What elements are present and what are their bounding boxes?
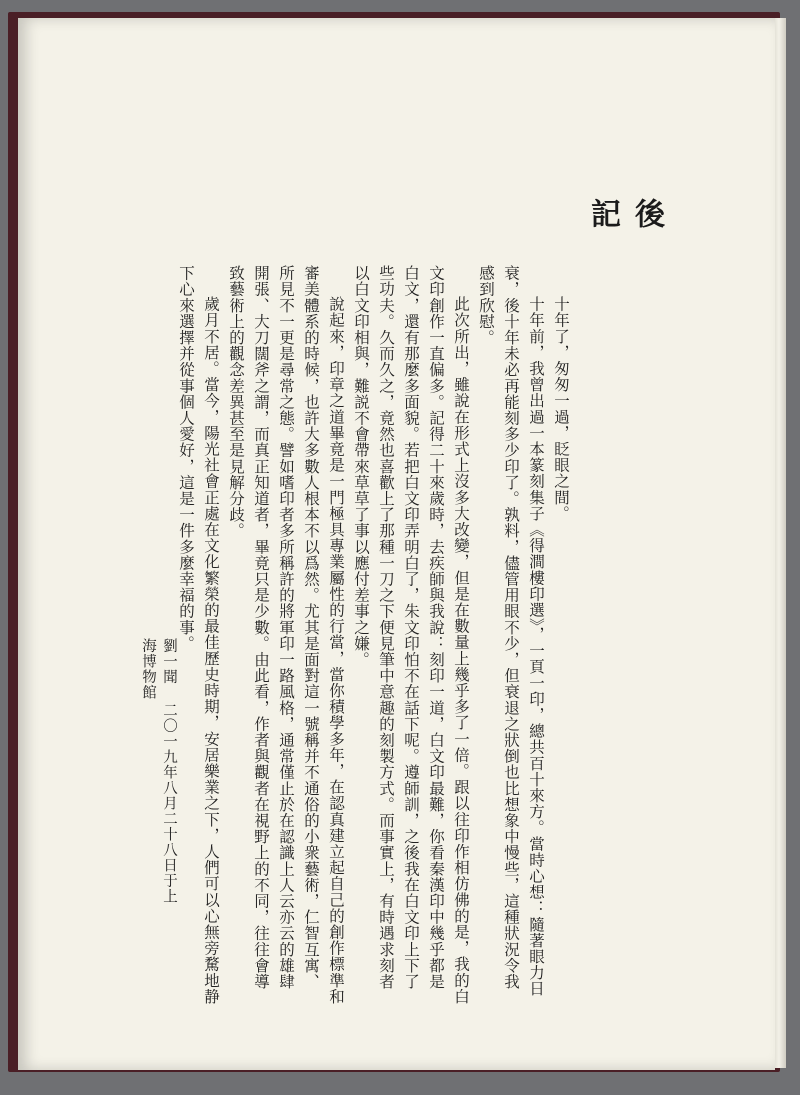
paragraph-2: 十年前，我曾出過一本篆刻集子《得澗樓印選》，一頁一印，總共百十來方。當時心想：隨著眼力日衰，後十年未必再能刻多少印了。孰料，儘管用眼不少，但衰退之狀倒也比想象中慢些，這種狀況令我感到欣慰。 — [477, 265, 545, 997]
afterword-body — [177, 265, 573, 1005]
paragraph-4: 說起來，印章之道畢竟是一門極具專業屬性的行當，當你積學多年，在認真建立起自己的創作標準和審美體系的時候，也許大多數人根本不以爲然。尤其是面對這一號稱并不通俗的小衆藝術，仁智互寓、所見不一更是尋常之態。譬如嗜印者多所稱許的將軍印一路風格，通常僅止於在認識上人云亦云的雄肆開張、大刀闊斧之謂，而真正知道者，畢竟只是少數。由此看，作者與觀者在視野上的不同，往往會導致藝術上的觀念差異甚至是見解分歧。 — [227, 265, 345, 1005]
paragraph-3: 此次所出，雖說在形式上沒多大改變，但是在數量上幾乎多了一倍。跟以往印作相仿佛的是，我的白文印創作一直偏多。記得二十來歲時，去疾師與我說：刻印一道，白文印最難，你看秦漢印中幾乎都是白文，還有那麼多面貌。若把白文印弄明白了，朱文印怕不在話下呢。遵師訓，之後我在白文印上下了些功夫。久而久之，竟然也喜歡上了那種一刀之下便見筆中意趣的刻製方式。而事實上，有時遇求刻者以白文印相與，難説不會帶來草草了事以應付差事之嫌。 — [352, 265, 470, 1005]
paragraph-1: 十年了，匆匆一過，眨眼之間。 — [552, 296, 570, 522]
signature — [140, 638, 180, 918]
book-page — [18, 18, 775, 1070]
paragraph-5: 歲月不居。當今，陽光社會正處在文化繁榮的最佳歷史時期，安居樂業之下，人們可以心無旁騖地静下心來選擇并從事個人愛好，這是一件多麼幸福的事。 — [177, 265, 220, 1005]
signature-date-place: 二〇一九年八月二十八日于上海博物館 — [140, 638, 177, 904]
signature-author: 劉一聞 — [161, 638, 177, 685]
page-title: 後記 — [585, 198, 664, 256]
